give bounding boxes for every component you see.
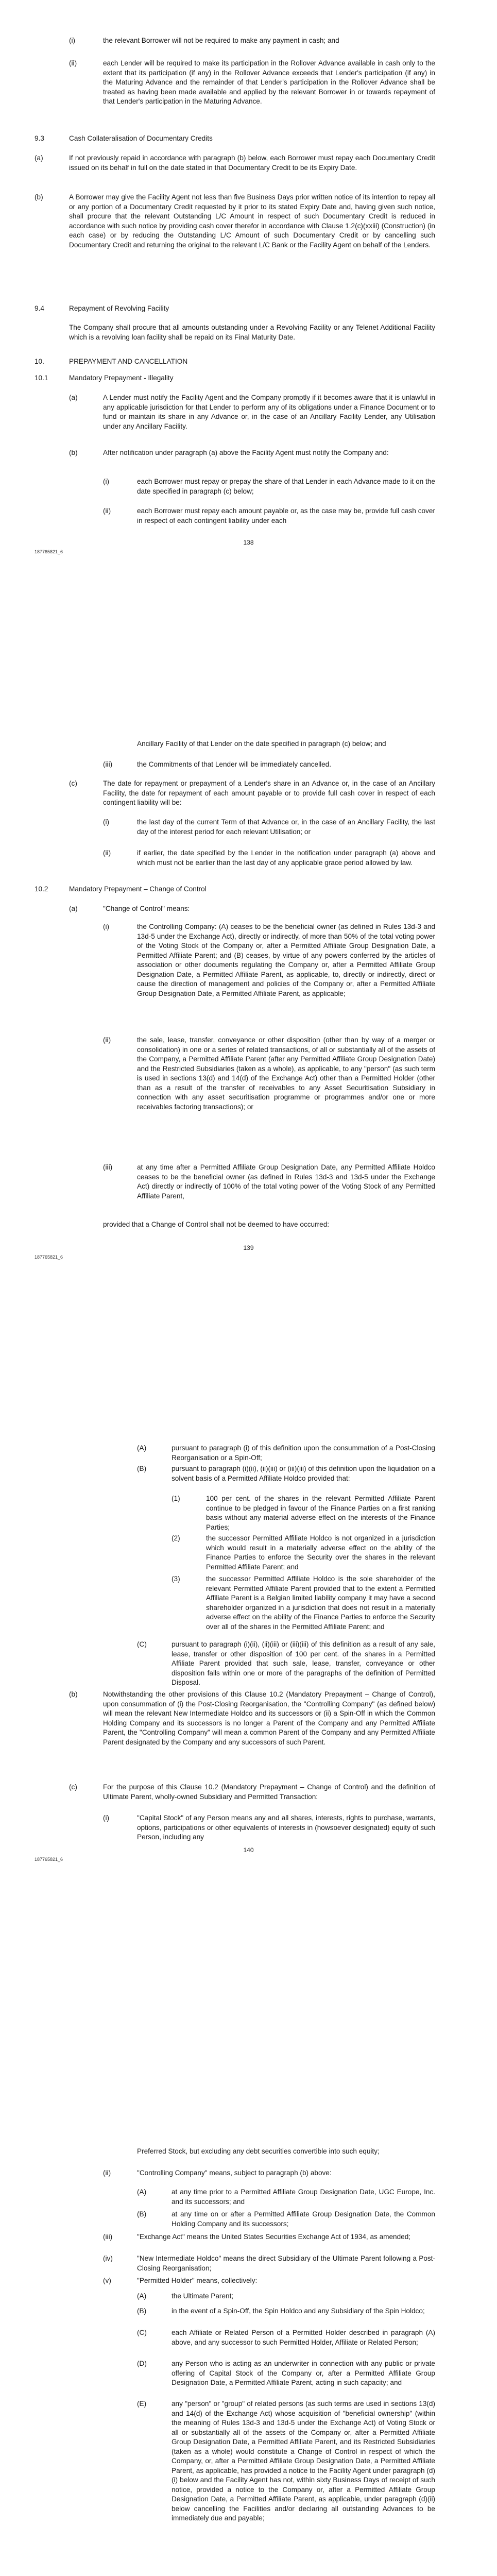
- paragraph: pursuant to paragraph (i)(ii), (ii)(iii) or (iii)(iii) of this definition upon the liquidation on a solvent basis of a Permitted Affiliate Holdco provided that:: [172, 1465, 435, 1482]
- label: (B): [137, 2210, 147, 2218]
- label: (B): [137, 1465, 147, 1472]
- label: (i): [103, 1814, 110, 1822]
- paragraph: "Controlling Company" means, subject to paragraph (b) above:: [137, 2169, 332, 2177]
- paragraph: at any time on or after a Permitted Affiliate Group Designation Date, the Common Holding Company and its successors;: [172, 2210, 435, 2228]
- paragraph: After notification under paragraph (a) above the Facility Agent must notify the Company and:: [103, 449, 389, 456]
- clause-number: 10.1: [35, 374, 48, 382]
- paragraph: Notwithstanding the other provisions of this Clause 10.2 (Mandatory Prepayment – Change of Control), upon consummation of (i) the Post-Closing Reorganisation, the "Controlling Company" (as defined below) will mean the relevant New Intermediate Holdco and its successors or (ii) a Spin-Off in which the Common Holding Company and its successors is no longer a Parent of the Company and any Permitted Affiliate Parent, the "Controlling Company" will mean a common Parent of the Company and any Permitted Affiliate Parent designated by the Company and any successors of such Parent.: [103, 1690, 435, 1746]
- paragraph: "Change of Control" means:: [103, 905, 190, 912]
- paragraph: the sale, lease, transfer, conveyance or other disposition (other than by way of a merger or consolidation) in one or a series of related transactions, of all or substantially all of the assets of the Company, a Permitted Affiliate Parent (after any Permitted Affiliate Group Designation Date) and the Restricted Subsidiaries (taken as a whole), as applicable, to any "person" (as such term is used in sections 13(d) and 14(d) of the Exchange Act) other than a Permitted Holder (other than as a result of the transfer of receivables to any Asset Securitisation Subsidiary in connection with any asset securitisation programme or programmes and/or one or more receivables factoring transactions); or: [137, 1036, 435, 1111]
- label: (a): [69, 905, 78, 912]
- label: (b): [35, 193, 43, 201]
- label: (i): [103, 478, 110, 485]
- label: (A): [137, 2188, 147, 2196]
- label: (C): [137, 2329, 147, 2336]
- page-140: [0, 1406, 497, 2110]
- label: (A): [137, 1444, 147, 1452]
- document-reference: 187765821_6: [35, 1857, 63, 1862]
- label: (D): [137, 2360, 147, 2367]
- label: (iii): [103, 1163, 113, 1171]
- clause-heading: Cash Collateralisation of Documentary Credits: [69, 134, 213, 142]
- label: (v): [103, 2277, 111, 2284]
- paragraph: "New Intermediate Holdco" means the direct Subsidiary of the Ultimate Parent following a Post-Closing Reorganisation;: [137, 2255, 435, 2272]
- label: (i): [69, 37, 76, 44]
- label: (A): [137, 2292, 147, 2300]
- paragraph: 100 per cent. of the shares in the relevant Permitted Affiliate Parent continue to be pledged in favour of the Finance Parties on a first ranking basis without any material adverse effect on the interests of the Finance Parties;: [206, 1495, 435, 1531]
- label: (1): [172, 1495, 180, 1502]
- label: (3): [172, 1575, 180, 1583]
- paragraph: the Ultimate Parent;: [172, 2292, 234, 2300]
- clause-number: 9.4: [35, 304, 44, 312]
- label: (iii): [103, 760, 113, 768]
- clause-heading: Mandatory Prepayment - Illegality: [69, 374, 174, 382]
- paragraph: the successor Permitted Affiliate Holdco is not organized in a jurisdiction which would result in a materially adverse effect on the ability of the Finance Parties to enforce the Security over the shares in the relevant Permitted Affiliate Parent; and: [206, 1534, 435, 1571]
- label: (a): [69, 394, 78, 401]
- page-138: [0, 0, 497, 703]
- label: (i): [103, 818, 110, 826]
- label: (c): [69, 1783, 77, 1791]
- label: (ii): [103, 2169, 111, 2177]
- page-number: 139: [243, 1244, 254, 1251]
- document-reference: 187765821_6: [35, 1255, 63, 1260]
- paragraph: any "person" or "group" of related persons (as such terms are used in sections 13(d) and 14(d) of the Exchange Act) whose acquisition of "beneficial ownership" (within the meaning of Rules 13d-3 and 13d-5 under the Exchange Act) of Voting Stock or all or substantially all of the assets of the Company or, after a Permitted Affiliate Group Designation Date, a Permitted Affiliate Parent, and its Restricted Subsidiaries (taken as a whole) would constitute a Change of Control in respect of which the Company, or, after a Permitted Affiliate Group Designation Date, a Permitted Affiliate Parent, as applicable, has provided a notice to the Facility Agent under paragraph (d)(i) below and the Facility Agent has not, within sixty Business Days of receipt of such notice, provided a notice to the Company or, after a Permitted Affiliate Group Designation Date, a Permitted Affiliate Parent, as applicable, under paragraph (d)(ii) below cancelling the Facilities and/or declaring all outstanding Advances to be immediately due and payable;: [172, 2400, 435, 2522]
- label: (B): [137, 2307, 147, 2315]
- paragraph: If not previously repaid in accordance with paragraph (b) below, each Borrower must repay each Documentary Credit issued on its behalf in full on the date stated in that Documentary Credit to be its Expiry Date.: [69, 154, 435, 172]
- paragraph: The Company shall procure that all amounts outstanding under a Revolving Facility or any Telenet Additional Facility which is a revolving loan facility shall be repaid on its Final Maturity Date.: [69, 324, 435, 341]
- label: (ii): [69, 59, 77, 67]
- paragraph: Preferred Stock, but excluding any debt securities convertible into such equity;: [137, 2147, 380, 2155]
- label: (a): [35, 154, 43, 162]
- page-139: [0, 703, 497, 1406]
- clause-number: 10.: [35, 358, 44, 365]
- page-number: 138: [243, 539, 254, 546]
- label: (E): [137, 2400, 147, 2408]
- clause-heading: Repayment of Revolving Facility: [69, 304, 169, 312]
- label: (c): [69, 779, 77, 787]
- paragraph: the successor Permitted Affiliate Holdco is the sole shareholder of the relevant Permitted Affiliate Parent provided that to the extent a Permitted Affiliate Parent is a Belgian limited liability company it may have a second shareholder organized in a jurisdiction that does not result in a materially adverse effect on the ability of the Finance Parties to enforce the Security over all of the shares in the Permitted Affiliate Parent; and: [206, 1575, 435, 1631]
- paragraph: each Affiliate or Related Person of a Permitted Holder described in paragraph (A) above, and any successor to such Permitted Holder, Affiliate or Related Person;: [172, 2329, 435, 2346]
- paragraph: the relevant Borrower will not be required to make any payment in cash; and: [103, 37, 339, 44]
- paragraph: each Borrower must repay each amount payable or, as the case may be, provide full cash cover in respect of each contingent liability under each: [137, 507, 435, 524]
- clause-number: 10.2: [35, 885, 48, 893]
- label: (C): [137, 1640, 147, 1648]
- paragraph: the Controlling Company: (A) ceases to be the beneficial owner (as defined in Rules 13d-3 and 13d-5 under the Exchange Act), directly or indirectly, of more than 50% of the total voting power of the Voting Stock of the Company or, after a Permitted Affiliate Group Designation Date, a Permitted Affiliate Parent; and (B) ceases, by virtue of any powers conferred by the articles of association or other documents regulating the Company or, after a Permitted Affiliate Group Designation Date, a Permitted Affiliate Parent, as applicable, to, directly or indirectly, direct or cause the direction of management and policies of the Company or, after a Permitted Affiliate Group Designation Date, a Permitted Affiliate Parent, as applicable;: [137, 923, 435, 997]
- label: (iii): [103, 2233, 113, 2241]
- paragraph: Ancillary Facility of that Lender on the date specified in paragraph (c) below; and: [137, 740, 386, 748]
- label: (2): [172, 1534, 180, 1542]
- paragraph: provided that a Change of Control shall not be deemed to have occurred:: [103, 1221, 330, 1228]
- paragraph: if earlier, the date specified by the Lender in the notification under paragraph (a) above and which must not be earlier than the last day of any applicable grace period allowed by law.: [137, 849, 435, 867]
- paragraph: each Borrower must repay or prepay the share of that Lender in each Advance made to it on the date specified in paragraph (c) below;: [137, 478, 435, 495]
- label: (ii): [103, 1036, 111, 1044]
- label: (iv): [103, 2255, 113, 2262]
- paragraph: any Person who is acting as an underwriter in connection with any public or private offering of Capital Stock of the Company or, after a Permitted Affiliate Group Designation Date, a Permitted Affiliate Parent, acting in such capacity; and: [172, 2360, 435, 2386]
- paragraph: "Exchange Act" means the United States Securities Exchange Act of 1934, as amended;: [137, 2233, 411, 2241]
- clause-heading: Mandatory Prepayment – Change of Control: [69, 885, 207, 893]
- label: (ii): [103, 849, 111, 857]
- paragraph: at any time after a Permitted Affiliate Group Designation Date, any Permitted Affiliate Holdco ceases to be the beneficial owner (as defined in Rules 13d-3 and 13d-5 under the Exchange Act) directly or indirectly of 100% of the total voting power of the Voting Stock of any Permitted Affiliate Parent,: [137, 1163, 435, 1200]
- paragraph: For the purpose of this Clause 10.2 (Mandatory Prepayment – Change of Control) and the definition of Ultimate Parent, wholly-owned Subsidiary and Permitted Transaction:: [103, 1783, 435, 1801]
- label: (b): [69, 449, 78, 456]
- paragraph: "Capital Stock" of any Person means any and all shares, interests, rights to purchase, warrants, options, participations or other equivalents of interests in (howsoever designated) equity of such Person, including any: [137, 1814, 435, 1841]
- clause-heading: PREPAYMENT AND CANCELLATION: [69, 358, 188, 365]
- paragraph: the last day of the current Term of that Advance or, in the case of an Ancillary Facility, the last day of the interest period for each relevant Utilisation; or: [137, 818, 435, 836]
- label: (b): [69, 1690, 78, 1698]
- paragraph: at any time prior to a Permitted Affiliate Group Designation Date, UGC Europe, Inc. and its successors; and: [172, 2188, 435, 2206]
- paragraph: in the event of a Spin-Off, the Spin Holdco and any Subsidiary of the Spin Holdco;: [172, 2307, 425, 2315]
- document-reference: 187765821_6: [35, 549, 63, 554]
- paragraph: each Lender will be required to make its participation in the Rollover Advance available in cash only to the extent that its participation (if any) in the Rollover Advance exceeds that Lender's participation (if any) in the Maturing Advance and the remainder of that Lender's participation in the Rollover Advance shall be treated as having been made available and applied by the relevant Borrower in or towards repayment of that Lender's participation in the Maturing Advance.: [103, 59, 435, 105]
- label: (ii): [103, 507, 111, 515]
- paragraph: pursuant to paragraph (i) of this definition upon the consummation of a Post-Closing Reorganisation or a Spin-Off;: [172, 1444, 435, 1462]
- paragraph: The date for repayment or prepayment of a Lender's share in an Advance or, in the case of an Ancillary Facility, the date for repayment of each amount payable or to provide full cash cover in respect of each contingent liability will be:: [103, 779, 435, 806]
- paragraph: "Permitted Holder" means, collectively:: [137, 2277, 258, 2284]
- clause-number: 9.3: [35, 134, 44, 142]
- label: (i): [103, 923, 110, 930]
- page-141: [0, 2110, 497, 2576]
- paragraph: pursuant to paragraph (i)(ii), (ii)(iii) or (iii)(iii) of this definition as a result of any sale, lease, transfer or other disposition of 100 per cent. of the shares in a Permitted Affiliate Parent provided that such sale, lease, transfer, conveyance or other disposition falls within one or more of the paragraphs of the definition of Permitted Disposal.: [172, 1640, 435, 1686]
- paragraph: A Lender must notify the Facility Agent and the Company promptly if it becomes aware that it is unlawful in any applicable jurisdiction for that Lender to perform any of its obligations under a Finance Document or to fund or maintain its share in any Advance or, in the case of an Ancillary Facility Lender, any Utilisation under any Ancillary Facility.: [103, 394, 435, 430]
- paragraph: A Borrower may give the Facility Agent not less than five Business Days prior written notice of its intention to repay all or any portion of a Documentary Credit requested by it prior to its stated Expiry Date and, having given such notice, shall procure that the relevant Outstanding L/C Amount in respect of such Documentary Credit is reduced in accordance with such notice by providing cash cover therefor in accordance with Clause 1.2(c)(xxiii) (Construction) (in each case) or by reducing the Outstanding L/C Amount of such Documentary Credit or by cancelling such Documentary Credit and returning the original to the relevant L/C Bank or the Facility Agent on behalf of the Lenders.: [69, 193, 435, 249]
- paragraph: the Commitments of that Lender will be immediately cancelled.: [137, 760, 332, 768]
- page-number: 140: [243, 1846, 254, 1854]
